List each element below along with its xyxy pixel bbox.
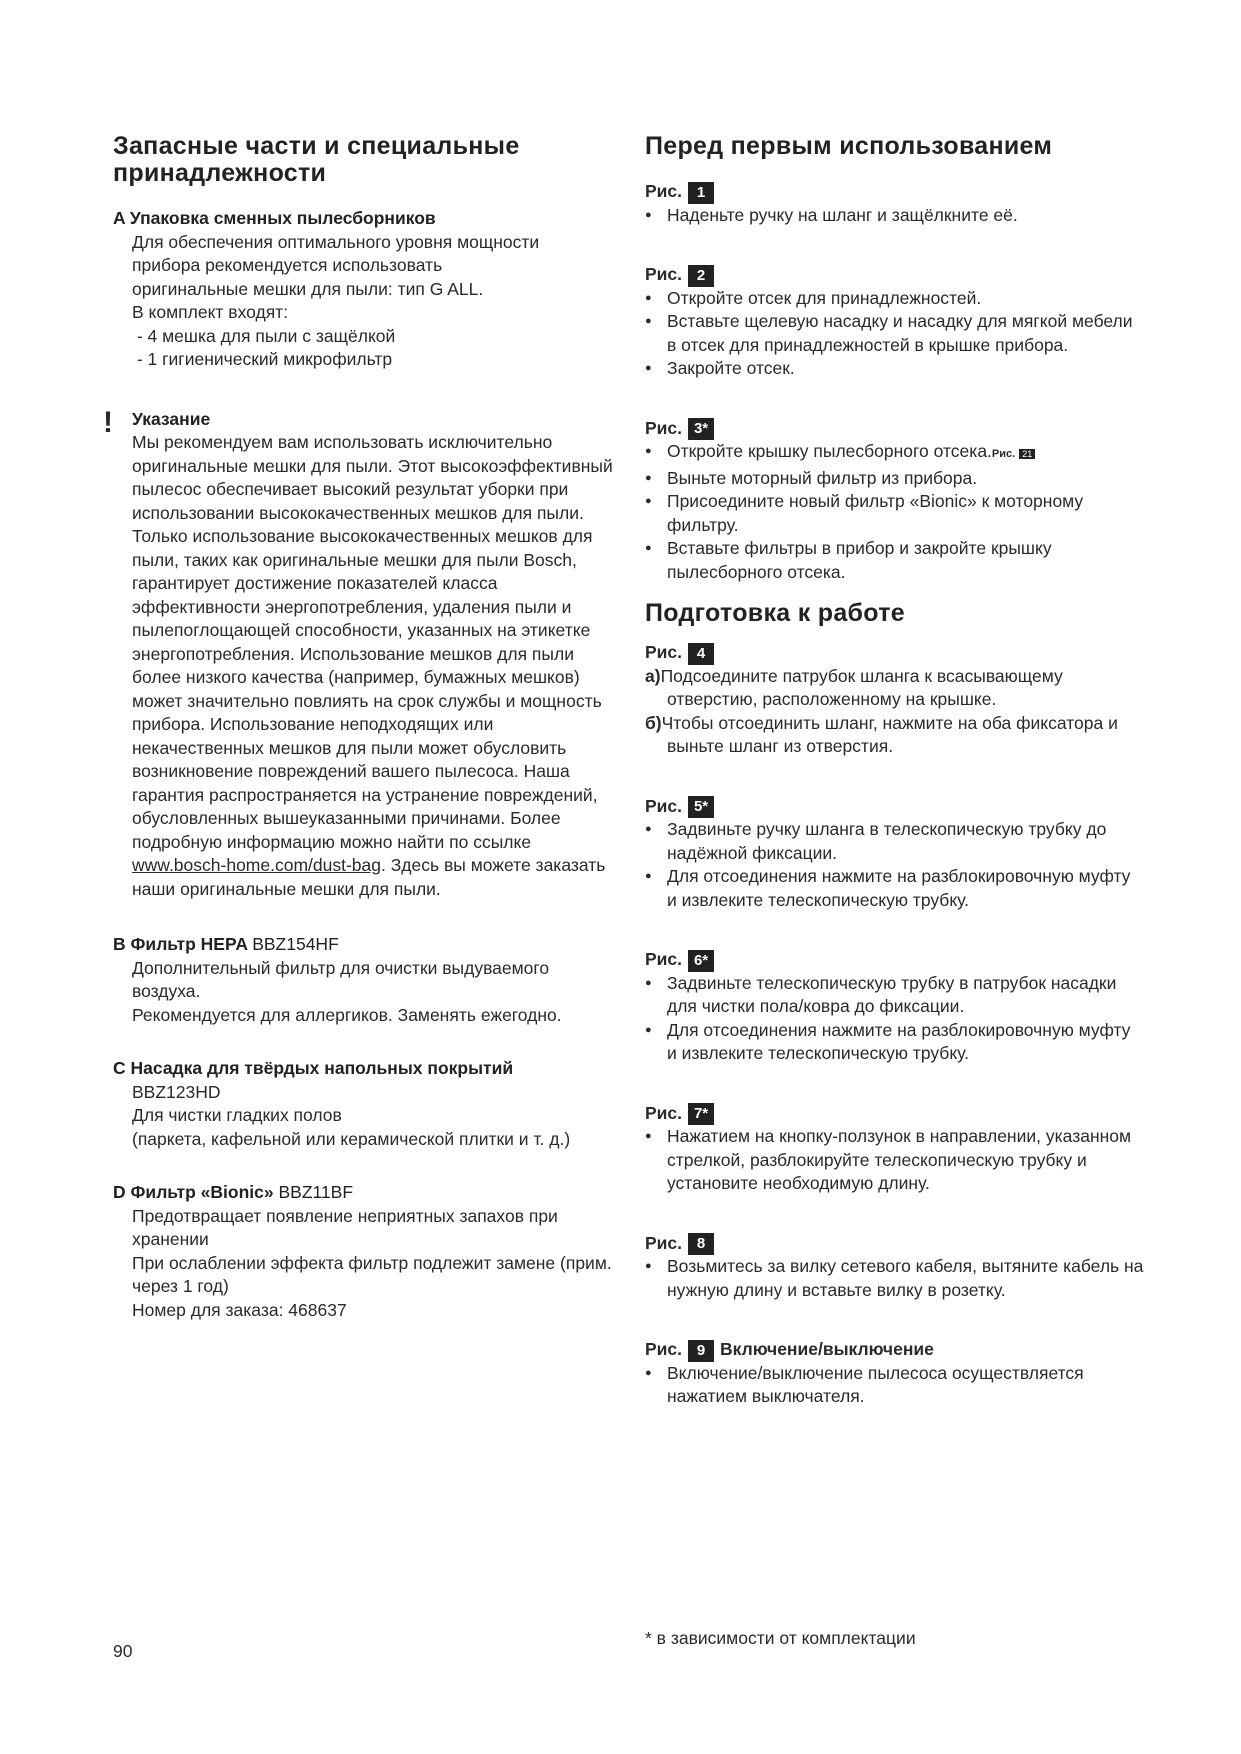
list-item: ● Вставьте фильтры в прибор и закройте крышку пылесборного отсека. xyxy=(645,537,1145,584)
list-item: ● Нажатием на кнопку-ползунок в направлении, указанном стрелкой, разблокируйте телескопическую трубку и установите необходимую длину. xyxy=(645,1125,1145,1196)
list-item: ● Наденьте ручку на шланг и защёлкните её. xyxy=(645,204,1145,228)
item-a-body xyxy=(113,231,613,372)
list-item: ● Закройте отсек. xyxy=(645,357,1145,381)
list-item: ● Для отсоединения нажмите на разблокировочную муфту и извлеките телескопическую трубку. xyxy=(645,865,1145,912)
list-item: ● Задвиньте ручку шланга в телескопическую трубку до надёжной фиксации. xyxy=(645,818,1145,865)
page-number: 90 xyxy=(113,1641,133,1661)
product-code: BBZ123HD xyxy=(132,1081,221,1102)
text-line: В комплект входят: xyxy=(132,302,289,322)
item-a-heading: A Упаковка сменных пылесборников xyxy=(113,208,436,228)
item-c-heading: C Насадка для твёрдых напольных покрытий xyxy=(113,1058,514,1078)
right-column xyxy=(645,133,1145,1409)
list-item: ● Откройте отсек для принадлежностей. xyxy=(645,287,1145,311)
figure-ref-9: Рис. 9 Включение/выключение xyxy=(645,1338,1145,1362)
list-item: ● Выньте моторный фильтр из прибора. xyxy=(645,467,1145,491)
warning-icon: ! xyxy=(103,405,113,439)
text-line: Для чистки гладких полов xyxy=(132,1105,342,1125)
step-a: а)Подсоедините патрубок шланга к всасывающему отверстию, расположенному на крышке. xyxy=(645,665,1063,709)
step-b: б)Чтобы отсоединить шланг, нажмите на оба фиксатора и выньте шланг из отверстия. xyxy=(645,712,1118,756)
note-block xyxy=(103,405,613,902)
item-b-heading: B Фильтр HEPA BBZ154HF xyxy=(113,934,339,954)
list-item: ● Для отсоединения нажмите на разблокировочную муфту и извлеките телескопическую трубку. xyxy=(645,1019,1145,1066)
text-line: При ослаблении эффекта фильтр подлежит замене (прим. через 1 год) xyxy=(132,1252,612,1296)
figure-ref-8: Рис. 8 xyxy=(645,1232,1145,1256)
list-item: ● Откройте крышку пылесборного отсека.Рис. 21 xyxy=(645,440,1145,467)
section-title: Перед первым использованием xyxy=(645,132,1053,160)
section-title: Запасные части и специальные принадлежности xyxy=(113,132,520,187)
text-line: - 4 мешка для пыли с защёлкой xyxy=(132,325,396,346)
text-line: Предотвращает появление неприятных запахов при хранении xyxy=(132,1205,558,1249)
note-heading: Указание xyxy=(132,408,211,429)
item-b-body xyxy=(113,957,613,1028)
text-line: Номер для заказа: 468637 xyxy=(132,1299,347,1320)
figure-ref-2: Рис. 2 xyxy=(645,263,1145,287)
figure-ref-6: Рис. 6* xyxy=(645,948,1145,972)
figure-ref-5: Рис. 5* xyxy=(645,795,1145,819)
text-line: - 1 гигиенический микрофильтр xyxy=(132,349,393,369)
footnote: * в зависимости от комплектации xyxy=(645,1628,916,1648)
list-item: ● Присоедините новый фильтр «Bionic» к моторному фильтру. xyxy=(645,490,1145,537)
left-column xyxy=(103,132,613,1322)
dust-bag-link[interactable]: www.bosch-home.com/dust-bag xyxy=(132,855,381,875)
item-d-body xyxy=(113,1205,613,1323)
text-line: Рекомендуется для аллергиков. Заменять ежегодно. xyxy=(132,1004,562,1025)
list-item: ● Вставьте щелевую насадку и насадку для мягкой мебели в отсек для принадлежностей в крышке прибора. xyxy=(645,310,1145,357)
figure-ref-7: Рис. 7* xyxy=(645,1102,1145,1126)
figure-ref-4: Рис. 4 xyxy=(645,641,1145,665)
text-line: оригинальные мешки для пыли: тип G ALL. xyxy=(132,278,484,299)
item-d-heading: D Фильтр «Bionic» BBZ11BF xyxy=(113,1182,354,1202)
figure-ref-3: Рис. 3* xyxy=(645,417,1145,441)
text-line: (паркета, кафельной или керамической плитки и т. д.) xyxy=(132,1128,571,1149)
item-c-body xyxy=(113,1081,613,1152)
note-text: Мы рекомендуем вам использовать исключительно оригинальные мешки для пыли. Этот высокоэффективный пылесос обеспечивает высокий результат уборки при использовании высококачественных мешков для пыли. Только использование высококачественных мешков для пыли, таких как оригинальные мешки для пыли Bosch, гарантирует достижение показателей класса эффективности энергопотребления, удаления пыли и пылепоглощающей способности, указанных на этикетке энергопотребления. Использование мешков для пыли более низкого качества (например, бумажных мешков) может значительно повлиять на срок службы и мощность прибора. Использование неподходящих или некачественных мешков для пыли может обусловить возникновение повреждений вашего пылесоса. Наша гарантия распространяется на устранение повреждений, обусловленных вышеуказанными причинами. Более подробную информацию можно найти по ссылке www.bosch-home.com/dust-bag. Здесь вы можете заказать наши оригинальные мешки для пыли. xyxy=(132,432,613,899)
list-item: ● Возьмитесь за вилку сетевого кабеля, вытяните кабель на нужную длину и вставьте вилку в розетку. xyxy=(645,1255,1145,1302)
text-line: Для обеспечения оптимального уровня мощности xyxy=(132,231,540,252)
list-item: ● Включение/выключение пылесоса осуществляется нажатием выключателя. xyxy=(645,1362,1145,1409)
text-line: Дополнительный фильтр для очистки выдуваемого воздуха. xyxy=(132,957,550,1001)
section-title: Подготовка к работе xyxy=(645,599,905,627)
text-line: прибора рекомендуется использовать xyxy=(132,255,443,275)
list-item: ● Задвиньте телескопическую трубку в патрубок насадки для чистки пола/ковра до фиксации. xyxy=(645,972,1145,1019)
figure-ref-1: Рис. 1 xyxy=(645,180,1145,204)
